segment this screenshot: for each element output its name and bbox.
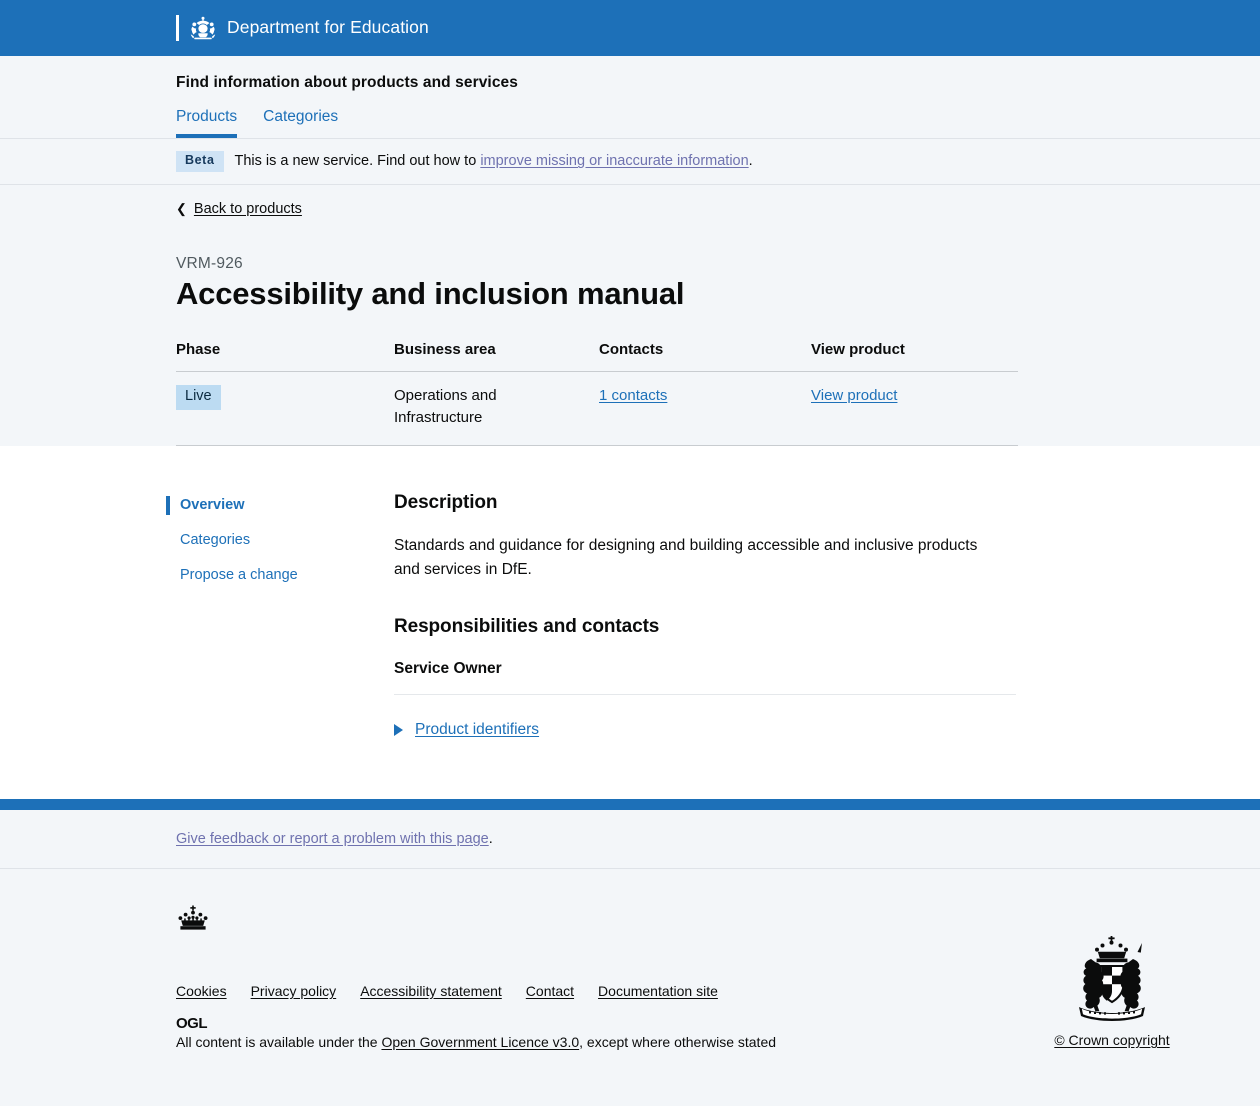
footer-top-blue-rule <box>0 799 1260 810</box>
column-header-view-product: View product <box>811 341 1018 372</box>
table-header-row <box>176 341 1018 372</box>
phase-banner <box>0 139 1260 185</box>
table-row <box>176 372 1018 446</box>
side-navigation <box>166 492 394 739</box>
content-area <box>0 446 1260 739</box>
sidebar-item-overview[interactable]: Overview <box>166 496 394 515</box>
main-content <box>394 492 1016 739</box>
product-identifiers-toggle[interactable]: Product identifiers <box>415 721 540 738</box>
feedback-suffix: . <box>488 831 493 847</box>
description-heading: Description <box>394 491 498 513</box>
footer-links <box>176 983 1040 999</box>
gov-footer <box>0 869 1260 1106</box>
ogl-logo: OGL <box>176 1015 207 1032</box>
department-name: Department for Education <box>227 16 429 37</box>
cell-business-area: Operations and Infrastructure <box>394 372 599 446</box>
product-identifiers-details[interactable] <box>394 721 1016 739</box>
beta-tag: Beta <box>176 151 224 172</box>
chevron-left-icon: ❮ <box>176 201 187 217</box>
column-header-business-area: Business area <box>394 341 599 372</box>
phase-banner-text <box>235 153 753 169</box>
royal-coat-of-arms-icon <box>1053 1010 1171 1027</box>
licence-text <box>176 1034 1040 1050</box>
top-grey-band <box>0 56 1260 446</box>
department-brand[interactable] <box>176 15 429 41</box>
responsibilities-heading: Responsibilities and contacts <box>394 616 660 637</box>
view-product-link[interactable]: View product <box>811 387 898 405</box>
service-name: Find information about products and services <box>176 74 518 91</box>
footer-link-contact[interactable]: Contact <box>525 983 575 999</box>
improve-information-link[interactable]: improve missing or inaccurate information <box>480 153 749 170</box>
sidebar-item-propose-a-change[interactable]: Propose a change <box>180 566 298 583</box>
crown-icon <box>176 905 1040 937</box>
service-owner-heading: Service Owner <box>394 660 502 677</box>
column-header-contacts: Contacts <box>599 341 811 372</box>
page-title: Accessibility and inclusion manual <box>176 275 685 311</box>
cell-phase <box>176 372 394 446</box>
nav-tab-categories[interactable]: Categories <box>263 108 339 125</box>
royal-crest-icon <box>188 15 218 41</box>
footer-inner <box>0 905 1260 1050</box>
service-navigation <box>0 92 1260 138</box>
sidebar-item-categories[interactable]: Categories <box>180 531 251 548</box>
give-feedback-link[interactable]: Give feedback or report a problem with this page <box>176 831 489 847</box>
contacts-link[interactable]: 1 contacts <box>599 387 668 405</box>
feedback-text <box>176 831 493 847</box>
phase-text-after: . <box>748 153 753 170</box>
back-to-products-link[interactable]: Back to products <box>193 200 302 217</box>
product-title-block <box>0 217 1260 312</box>
footer-link-documentation-site[interactable]: Documentation site <box>598 983 718 999</box>
open-government-licence-link[interactable]: Open Government Licence v3.0 <box>381 1034 580 1050</box>
column-header-phase: Phase <box>176 341 394 372</box>
cell-view-product <box>811 372 1018 446</box>
summary-table-wrapper <box>0 311 1260 446</box>
feedback-strip <box>0 810 1260 869</box>
description-body: Standards and guidance for designing and building accessible and inclusive products and services in DfE. <box>394 536 978 578</box>
brand-divider-rule <box>176 15 179 41</box>
footer-link-privacy-policy[interactable]: Privacy policy <box>250 983 337 999</box>
service-header <box>0 56 1260 92</box>
section-divider <box>394 694 1016 695</box>
back-link-row <box>0 185 1260 217</box>
licence-prefix: All content is available under the <box>176 1034 382 1050</box>
product-reference: VRM-926 <box>176 254 243 272</box>
crown-copyright-block <box>1032 935 1192 1050</box>
nav-tab-products[interactable]: Products <box>176 108 237 138</box>
gov-header <box>0 0 1260 56</box>
cell-contacts <box>599 372 811 446</box>
product-summary-table <box>176 341 1018 446</box>
licence-suffix: , except where otherwise stated <box>579 1034 777 1050</box>
crown-copyright-link[interactable]: © Crown copyright <box>1054 1032 1170 1048</box>
footer-link-cookies[interactable]: Cookies <box>176 983 227 999</box>
triangle-right-icon <box>394 724 403 736</box>
phase-text-before: This is a new service. Find out how to <box>234 153 481 170</box>
content-grid <box>0 492 1260 739</box>
footer-link-accessibility-statement[interactable]: Accessibility statement <box>360 983 502 999</box>
status-badge: Live <box>176 385 221 409</box>
